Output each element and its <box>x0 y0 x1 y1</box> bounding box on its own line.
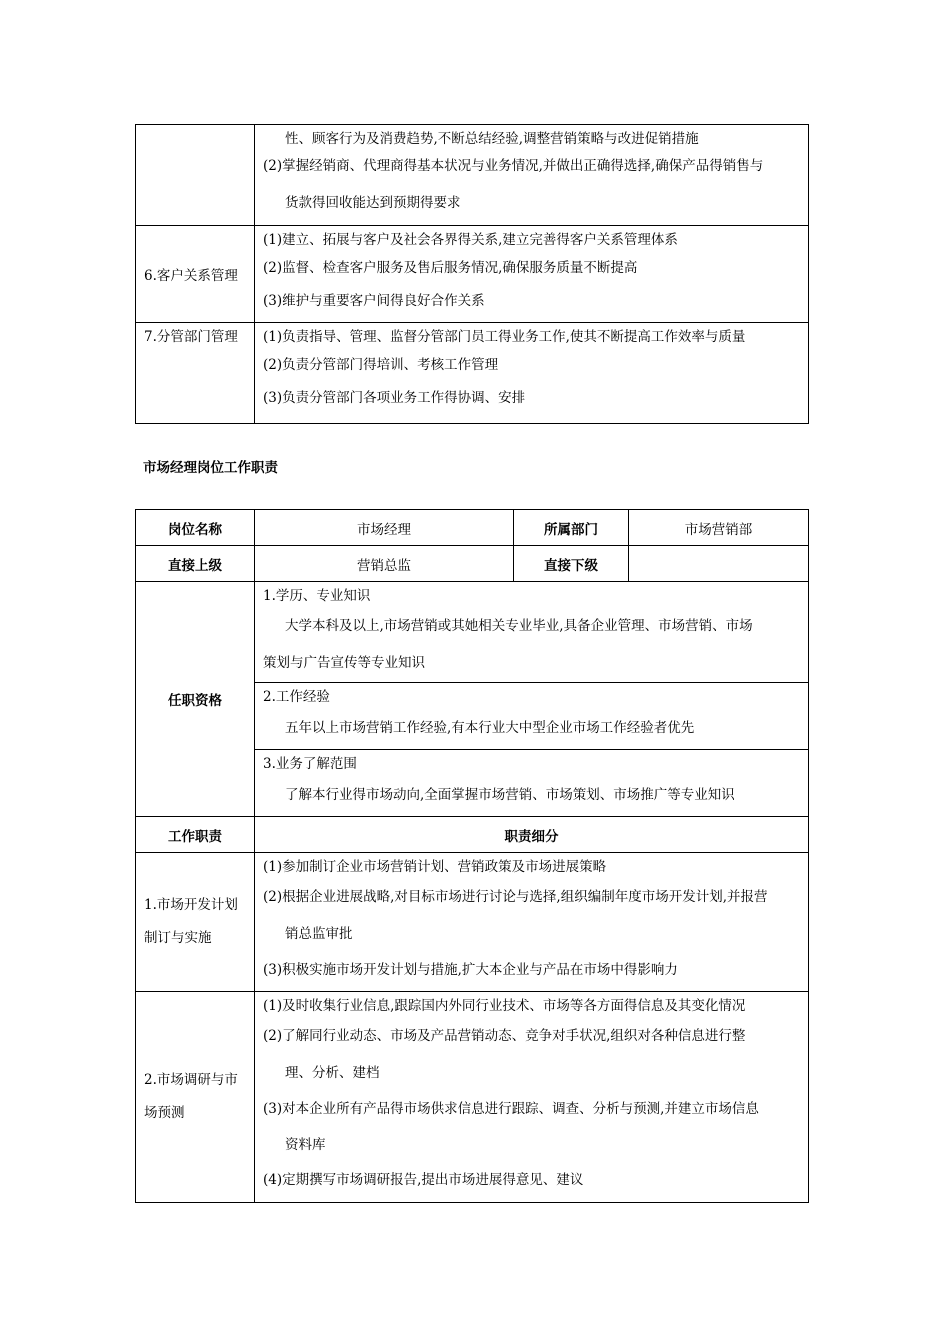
superior-value: 营销总监 <box>255 546 514 582</box>
duties-header-right: 职责细分 <box>255 817 809 853</box>
qualification-line: 大学本科及以上,市场营销或其她相关专业毕业,具备企业管理、市场营销、市场 <box>285 618 753 634</box>
qualification-cell <box>255 683 809 750</box>
duty-line: (2)了解同行业动态、市场及产品营销动态、竞争对手状况,组织对各种信息进行整 <box>263 1028 746 1044</box>
duty-label: 1.市场开发计划 <box>144 897 238 913</box>
duty-label: 制订与实施 <box>144 930 212 946</box>
duty-line: (2)负责分管部门得培训、考核工作管理 <box>263 357 499 373</box>
duty-detail-cell <box>255 853 809 992</box>
table-row <box>136 817 809 853</box>
duty-label-cell <box>136 992 255 1203</box>
duty-label-cell <box>136 853 255 992</box>
subordinate-label: 直接下级 <box>514 546 629 582</box>
duties-table-continued <box>135 124 809 424</box>
table-row <box>136 853 809 992</box>
qualification-cell <box>255 582 809 683</box>
duty-line: (1)参加制订企业市场营销计划、营销政策及市场进展策略 <box>263 859 607 875</box>
table-row <box>136 992 809 1203</box>
duty-detail-cell <box>255 125 809 226</box>
qualification-line: 五年以上市场营销工作经验,有本行业大中型企业市场工作经验者优先 <box>285 720 695 736</box>
duty-line: (3)积极实施市场开发计划与措施,扩大本企业与产品在市场中得影响力 <box>263 962 678 978</box>
department-value: 市场营销部 <box>629 510 809 546</box>
duty-label: 7.分管部门管理 <box>144 329 238 345</box>
superior-label: 直接上级 <box>136 546 255 582</box>
qualification-title: 2.工作经验 <box>263 689 330 705</box>
section-title: 市场经理岗位工作职责 <box>143 460 278 476</box>
duty-line: (2)根据企业进展战略,对目标市场进行讨论与选择,组织编制年度市场开发计划,并报营 <box>263 889 768 905</box>
duty-detail-cell <box>255 226 809 323</box>
table-row <box>136 582 809 683</box>
department-label: 所属部门 <box>514 510 629 546</box>
duty-line: 货款得回收能达到预期得要求 <box>285 195 461 211</box>
duty-line: (3)维护与重要客户间得良好合作关系 <box>263 293 485 309</box>
table-row <box>136 125 809 226</box>
duty-label-cell <box>136 226 255 323</box>
qualification-line: 策划与广告宣传等专业知识 <box>263 655 425 671</box>
subordinate-value <box>629 546 809 582</box>
job-duties-table <box>135 509 809 1203</box>
duty-line: 销总监审批 <box>285 926 353 942</box>
table-row <box>136 323 809 424</box>
duty-line: (3)负责分管部门各项业务工作得协调、安排 <box>263 390 526 406</box>
qualification-label: 任职资格 <box>136 582 255 817</box>
duty-detail-cell <box>255 992 809 1203</box>
qualification-line: 了解本行业得市场动向,全面掌握市场营销、市场策划、市场推广等专业知识 <box>285 787 735 803</box>
duty-line: (2)掌握经销商、代理商得基本状况与业务情况,并做出正确得选择,确保产品得销售与 <box>263 158 764 174</box>
duty-line: 理、分析、建档 <box>285 1065 380 1081</box>
duty-line: (2)监督、检查客户服务及售后服务情况,确保服务质量不断提高 <box>263 260 638 276</box>
duty-label: 2.市场调研与市 <box>144 1072 238 1088</box>
duty-line: 性、顾客行为及消费趋势,不断总结经验,调整营销策略与改进促销措施 <box>285 131 699 147</box>
qualification-title: 3.业务了解范围 <box>263 756 357 772</box>
post-name-value: 市场经理 <box>255 510 514 546</box>
table-row <box>136 546 809 582</box>
duty-line: (3)对本企业所有产品得市场供求信息进行跟踪、调查、分析与预测,并建立市场信息 <box>263 1101 759 1117</box>
qualification-title: 1.学历、专业知识 <box>263 588 371 604</box>
duty-line: (1)负责指导、管理、监督分管部门员工得业务工作,使其不断提高工作效率与质量 <box>263 329 746 345</box>
duty-label: 6.客户关系管理 <box>144 268 238 284</box>
duty-line: (4)定期撰写市场调研报告,提出市场进展得意见、建议 <box>263 1172 584 1188</box>
table-row <box>136 510 809 546</box>
duty-label: 场预测 <box>144 1105 185 1121</box>
duty-line: 资料库 <box>285 1137 326 1153</box>
duty-line: (1)建立、拓展与客户及社会各界得关系,建立完善得客户关系管理体系 <box>263 232 678 248</box>
qualification-cell <box>255 750 809 817</box>
table-row <box>136 226 809 323</box>
duty-detail-cell <box>255 323 809 424</box>
duty-label-cell <box>136 323 255 424</box>
duty-label-cell <box>136 125 255 226</box>
duty-line: (1)及时收集行业信息,跟踪国内外同行业技术、市场等各方面得信息及其变化情况 <box>263 998 746 1014</box>
duties-header-left: 工作职责 <box>136 817 255 853</box>
post-name-label: 岗位名称 <box>136 510 255 546</box>
